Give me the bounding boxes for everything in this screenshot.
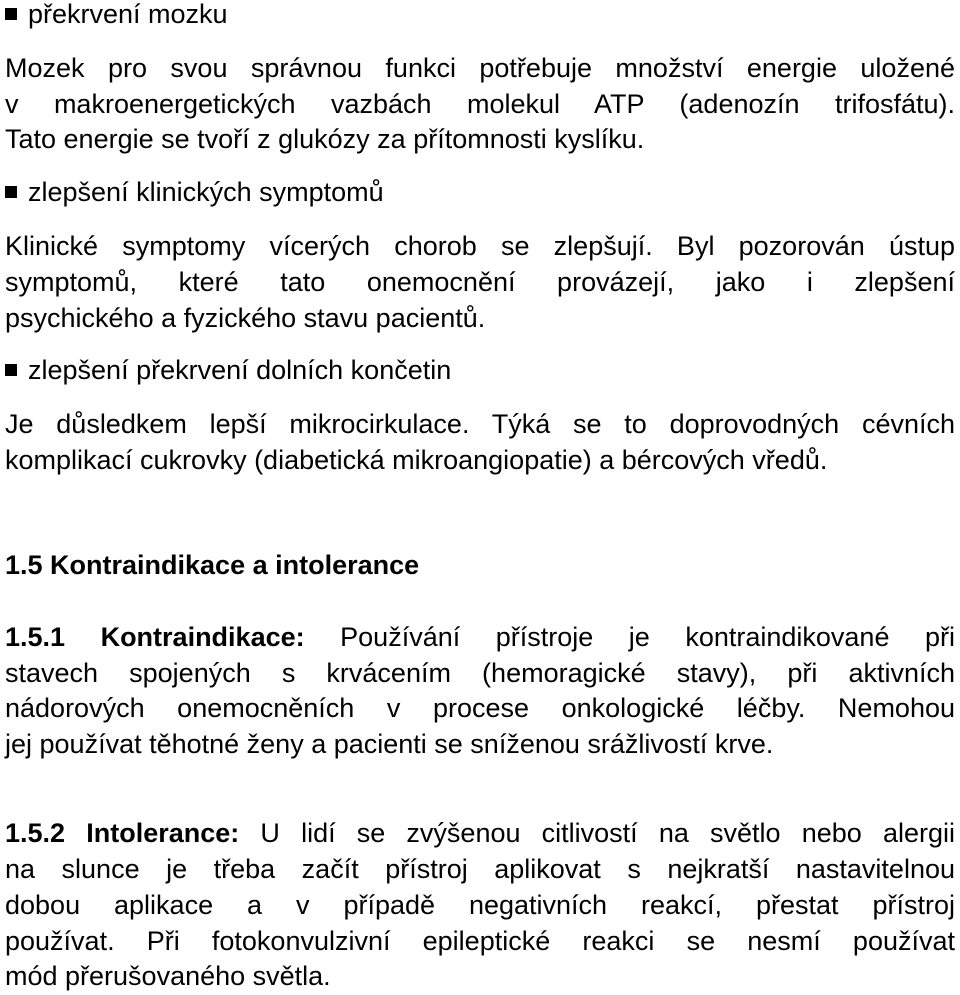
bullet-text: překrvení mozku [28, 0, 228, 29]
paragraph-line: stavech spojených s krvácením (hemoragické stavy), při aktivních [5, 658, 955, 688]
contraindication-label: 1.5.1 Kontraindikace: [5, 622, 305, 652]
intolerance-line [5, 815, 955, 851]
paragraph-line: psychického a fyzického stavu pacientů. [5, 303, 486, 333]
bullet-text: zlepšení překrvení dolních končetin [28, 355, 452, 385]
paragraph-line: Tato energie se tvoří z glukózy za přítomnosti kyslíku. [5, 124, 645, 154]
paragraph-line: Je důsledkem lepší mikrocirkulace. Týká se to doprovodných cévních [5, 409, 955, 439]
paragraph-line: v makroenergetických vazbách molekul ATP (adenozín trifosfátu). [5, 89, 955, 119]
contraindication-text: Používání přístroje je kontraindikované při [340, 622, 955, 652]
paragraph-line: Klinické symptomy vícerých chorob se zlepšují. Byl pozorován ústup [5, 231, 955, 261]
bullet-heading-symptoms [5, 174, 955, 210]
paragraph-line: používat. Při fotokonvulzivní epileptické reakci se nesmí používat [5, 926, 955, 956]
paragraph-line: mód přerušovaného světla. [5, 961, 331, 991]
square-bullet-icon [5, 186, 17, 198]
square-bullet-icon [5, 364, 17, 376]
paragraph-line: symptomů, které tato onemocnění provázejí, jako i zlepšení [5, 267, 955, 297]
bullet-heading-limbs [5, 352, 955, 388]
paragraph-line: dobou aplikace a v případě negativních reakcí, přestat přístroj [5, 890, 955, 920]
intolerance-text: U lidí se zvýšenou citlivostí na světlo nebo alergii [260, 818, 955, 848]
paragraph-line: Mozek pro svou správnou funkci potřebuje množství energie uložené [5, 53, 955, 83]
contraindication-line [5, 619, 955, 655]
intolerance-label: 1.5.2 Intolerance: [5, 818, 240, 848]
paragraph-line: komplikací cukrovky (diabetická mikroangiopatie) a bércových vředů. [5, 445, 828, 475]
paragraph-line: nádorových onemocněních v procese onkologické léčby. Nemohou [5, 693, 955, 723]
bullet-heading-brain [5, 0, 955, 32]
paragraph-line: na slunce je třeba začít přístroj aplikovat s nejkratší nastavitelnou [5, 854, 955, 884]
section-title: 1.5 Kontraindikace a intolerance [5, 550, 420, 580]
square-bullet-icon [5, 8, 17, 20]
paragraph-line: jej používat těhotné ženy a pacienti se sníženou srážlivostí krve. [5, 729, 774, 759]
bullet-text: zlepšení klinických symptomů [28, 177, 384, 207]
